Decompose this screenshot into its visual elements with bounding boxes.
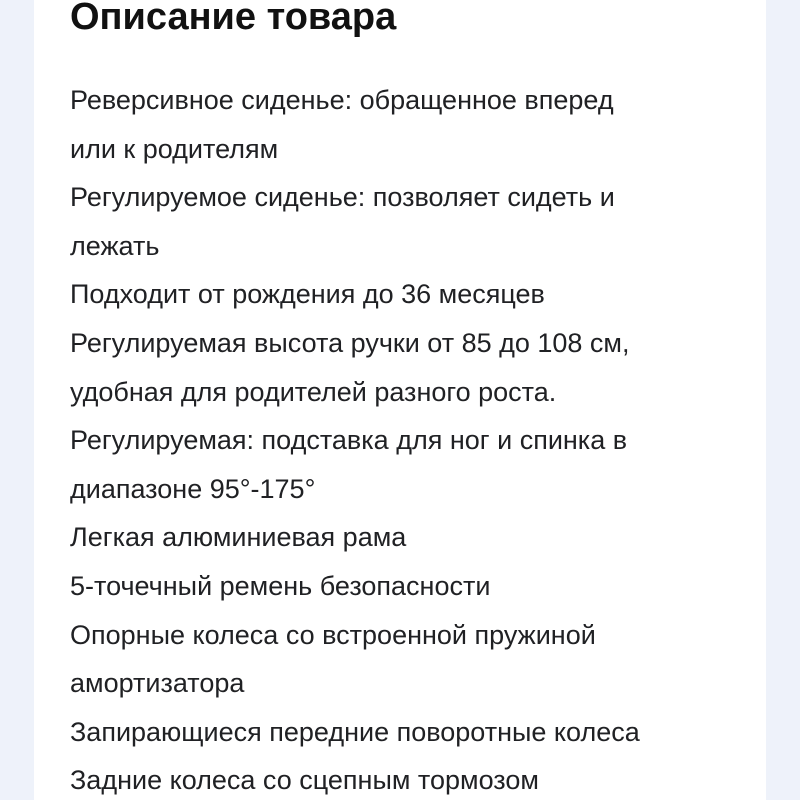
description-line: удобная для родителей разного роста. <box>70 376 557 407</box>
section-title: Описание товара <box>70 0 397 38</box>
description-line: Регулируемое сиденье: позволяет сидеть и <box>70 182 615 213</box>
description-line: Опорные колеса со встроенной пружиной <box>70 619 596 650</box>
description-line: Реверсивное сиденье: обращенное вперед <box>70 85 614 115</box>
description-text <box>70 76 760 800</box>
description-line: 5-точечный ремень безопасности <box>70 570 491 601</box>
description-line: амортизатора <box>70 668 245 699</box>
description-line: Запирающиеся передние поворотные колеса <box>70 716 640 747</box>
description-line: Регулируемая высота ручки от 85 до 108 см, <box>70 327 630 358</box>
description-line: Подходит от рождения до 36 месяцев <box>70 279 545 310</box>
description-line: лежать <box>70 230 160 261</box>
description-line: Регулируемая: подставка для ног и спинка в <box>70 425 628 456</box>
description-line: Задние колеса со сцепным тормозом <box>70 765 539 796</box>
product-description-card <box>34 0 766 800</box>
description-line: диапазоне 95°-175° <box>70 473 316 504</box>
description-line: Легкая алюминиевая рама <box>70 522 407 553</box>
description-line: или к родителям <box>70 133 279 164</box>
